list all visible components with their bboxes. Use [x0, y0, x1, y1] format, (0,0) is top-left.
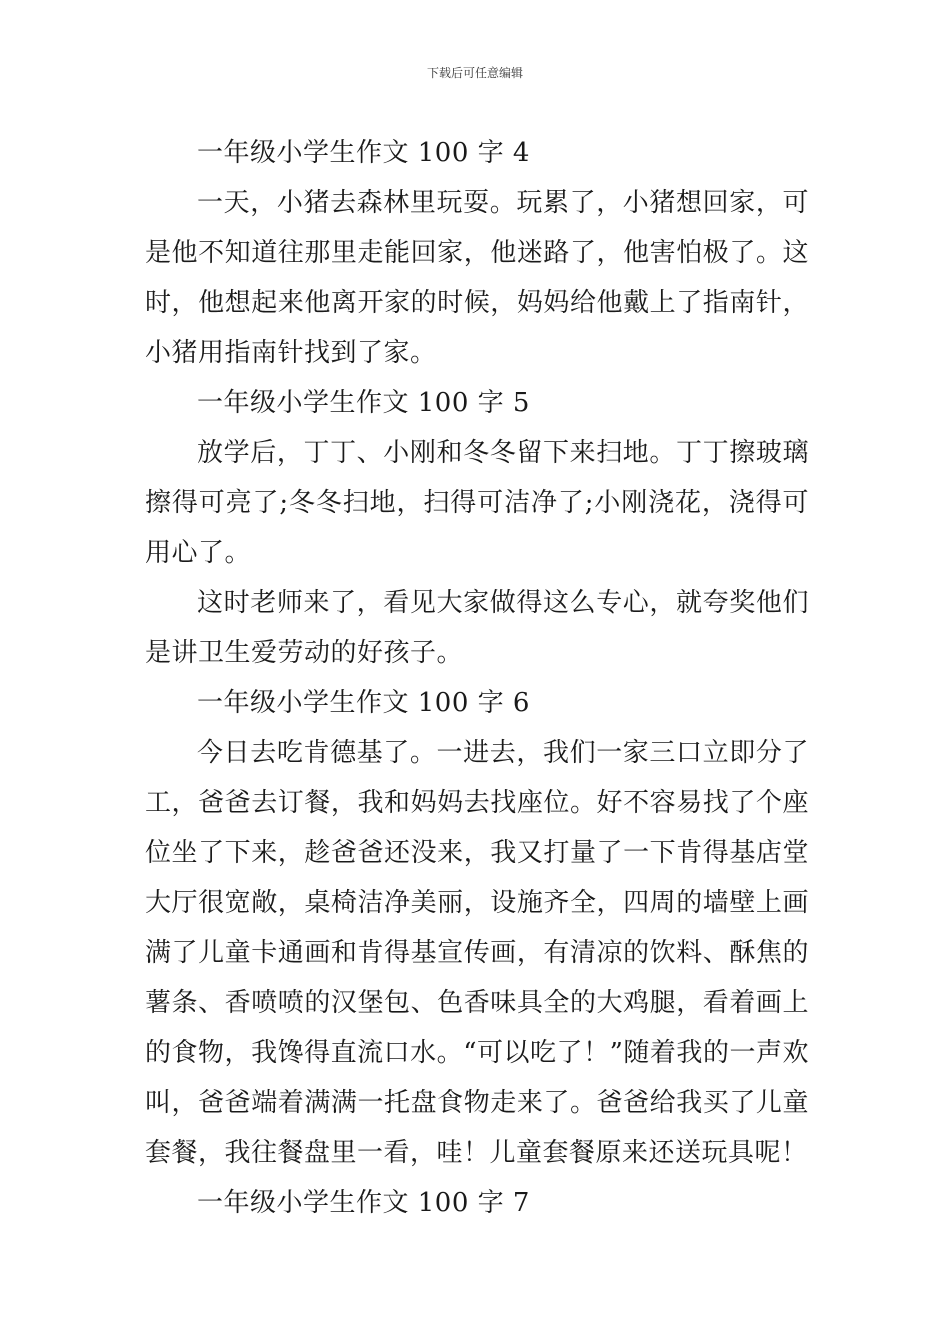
section-heading-4: 一年级小学生作文 100 字 4: [197, 138, 530, 168]
section-5-paragraph-2: 这时老师来了，看见大家做得这么专心，就夸奖他们是讲卫生爱劳动的好孩子。: [145, 588, 809, 668]
page-header-note: 下载后可任意编辑: [426, 66, 523, 80]
section-heading-5: 一年级小学生作文 100 字 5: [197, 388, 530, 418]
section-heading-7: 一年级小学生作文 100 字 7: [197, 1188, 530, 1218]
section-4-paragraph-1: 一天，小猪去森林里玩耍。玩累了，小猪想回家，可是他不知道往那里走能回家，他迷路了，他害怕极了。这时，他想起来他离开家的时候，妈妈给他戴上了指南针，小猪用指南针找到了家。: [145, 188, 809, 368]
document-body: [145, 128, 809, 1228]
section-heading-6: 一年级小学生作文 100 字 6: [197, 688, 530, 718]
section-6-paragraph-1: 今日去吃肯德基了。一进去，我们一家三口立即分了工，爸爸去订餐，我和妈妈去找座位。好不容易找了个座位坐了下来，趁爸爸还没来，我又打量了一下肯得基店堂大厅很宽敞，桌椅洁净美丽，设施齐全，四周的墙壁上画满了儿童卡通画和肯得基宣传画，有清凉的饮料、酥焦的薯条、香喷喷的汉堡包、色香味具全的大鸡腿，看着画上的食物，我馋得直流口水。“可以吃了！”随着我的一声欢叫，爸爸端着满满一托盘食物走来了。爸爸给我买了儿童套餐，我往餐盘里一看，哇！儿童套餐原来还送玩具呢！: [145, 738, 809, 1168]
section-5-paragraph-1: 放学后，丁丁、小刚和冬冬留下来扫地。丁丁擦玻璃擦得可亮了;冬冬扫地，扫得可洁净了;小刚浇花，浇得可用心了。: [145, 438, 809, 568]
